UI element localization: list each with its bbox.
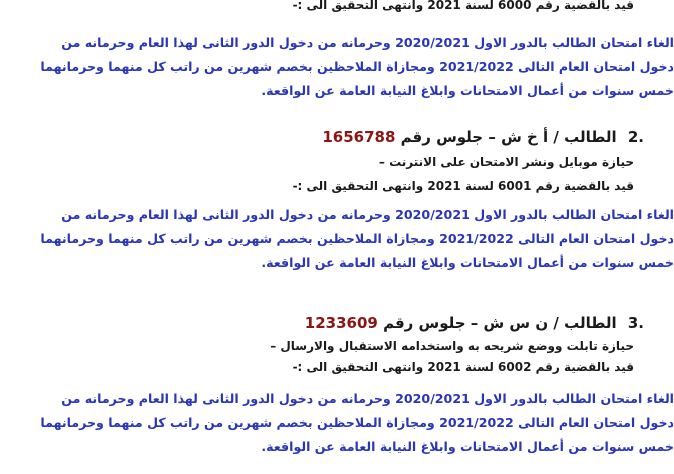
item-number: 2. — [627, 128, 644, 146]
seat-number: 1656788 — [322, 128, 396, 146]
student-label: الطالب / أ خ ش – جلوس رقم — [400, 128, 617, 146]
penalty-line: خمس سنوات من أعمال الامتحانات وابلاغ النيابة العامة عن الواقعة. — [261, 439, 674, 454]
violation-line: حيازة موبايل ونشر الامتحان على الانترنت – — [378, 155, 634, 169]
item-number: 3. — [627, 314, 644, 332]
violation-line: حيازة تابلت ووضع شريحه به واستخدامه الاستقبال والارسال – — [270, 339, 634, 353]
seat-number: 1233609 — [304, 314, 378, 332]
case-line: قيد بالقضية رقم 6002 لسنة 2021 وانتهى التحقيق الى :- — [292, 360, 634, 374]
student-heading — [322, 124, 644, 150]
case-line: قيد بالقضية رقم 6000 لسنة 2021 وانتهى التحقيق الى :- — [292, 0, 634, 12]
penalty-line: الغاء امتحان الطالب بالدور الاول 2020/2021 وحرمانه من دخول الدور الثانى لهذا العام وحرمانه من — [61, 35, 674, 50]
penalty-line: دخول امتحان العام التالى 2021/2022 ومجازاة الملاحظين بخصم شهرين من راتب كل منهما وحرمانهما — [40, 415, 674, 430]
penalty-line: الغاء امتحان الطالب بالدور الاول 2020/2021 وحرمانه من دخول الدور الثانى لهذا العام وحرمانه من — [61, 391, 674, 406]
student-label: الطالب / ن س ش – جلوس رقم — [383, 314, 617, 332]
student-heading — [305, 310, 644, 336]
penalty-line: خمس سنوات من أعمال الامتحانات وابلاغ النيابة العامة عن الواقعة. — [261, 255, 674, 270]
penalty-line: خمس سنوات من أعمال الامتحانات وابلاغ النيابة العامة عن الواقعة. — [261, 83, 674, 98]
penalty-line: دخول امتحان العام التالى 2021/2022 ومجازاة الملاحظين بخصم شهرين من راتب كل منهما وحرمانهما — [40, 59, 674, 74]
penalty-line: دخول امتحان العام التالى 2021/2022 ومجازاة الملاحظين بخصم شهرين من راتب كل منهما وحرمانهما — [40, 231, 674, 246]
case-line: قيد بالقضية رقم 6001 لسنة 2021 وانتهى التحقيق الى :- — [292, 179, 634, 193]
penalty-line: الغاء امتحان الطالب بالدور الاول 2020/2021 وحرمانه من دخول الدور الثانى لهذا العام وحرمانه من — [61, 207, 674, 222]
